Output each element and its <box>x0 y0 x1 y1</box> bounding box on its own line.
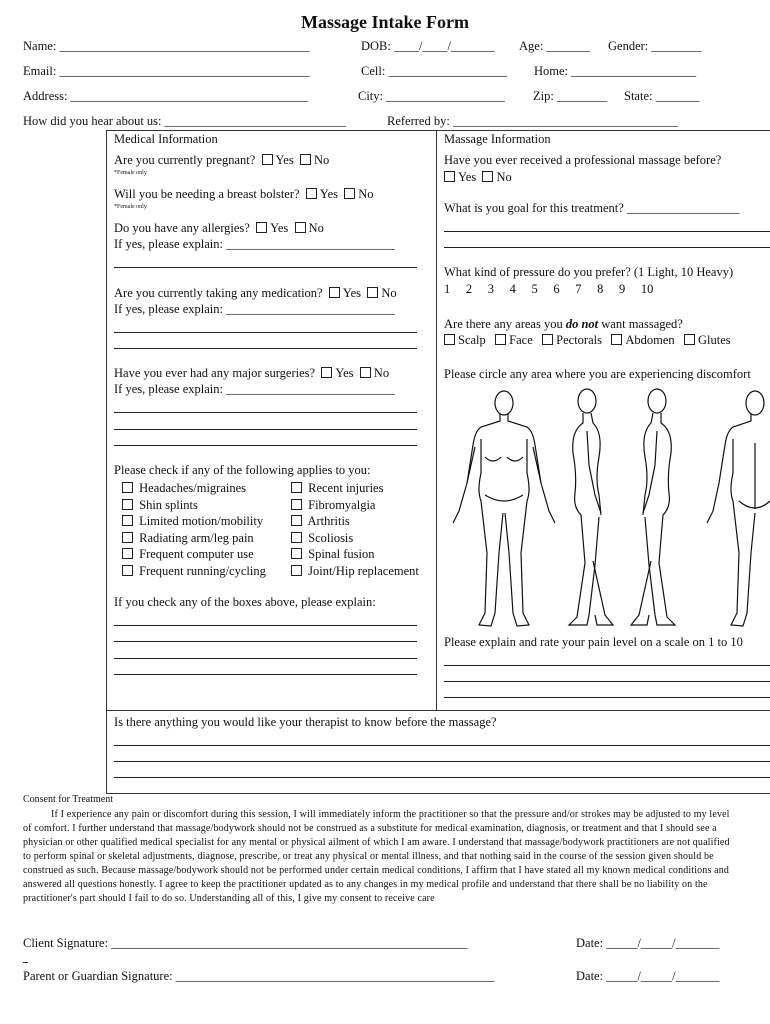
yes-label: Yes <box>458 170 477 184</box>
professional-massage-question: Have you ever received a professional massage before? <box>444 153 722 167</box>
medical-heading: Medical Information <box>114 132 218 146</box>
no-label: No <box>381 286 397 300</box>
condition-item[interactable] <box>291 563 419 580</box>
consent-paragraph: If I experience any pain or discomfort during this session, I will immediately inform the practitioner so that the pressure and/or strokes may be adjusted to my level of comfort. I further understand that massage/bodywork should not be construed as a substitute for medical examination, diagnosis, or treatment and that I should see a physician or other qualified medical specialist for any mental or physical ailment of which I am aware. I understand that massage/bodywork practitioners are not qualified to perform spinal or skeletal adjustments, diagnose, prescribe, or treat any physical or mental illness, and that nothing said in the course of the session given should be construed as such. Because massage/bodywork should not be performed under certain medical conditions, I affirm that I have stated all my known medical conditions and answered all questions honestly. I agree to keep the practitioner updated as to any changes in my medical profile and understand that there shall be no liability on the practitioner's part should I fail to do so. Understanding all of this, I give my consent to receive care <box>23 809 730 904</box>
pain-level-prompt: Please explain and rate your pain level on a scale on 1 to 10 <box>444 635 743 649</box>
female-only-note: *Female only <box>114 204 147 210</box>
no-label: No <box>358 187 374 201</box>
client-date-field[interactable]: Date: _____/_____/_______ <box>576 936 720 950</box>
condition-checkbox[interactable] <box>122 482 133 493</box>
condition-label: Headaches/migraines <box>139 481 247 495</box>
surgeries-yes-checkbox[interactable] <box>321 367 332 378</box>
surgeries-explain-line[interactable] <box>114 412 417 413</box>
pressure-scale <box>444 282 653 297</box>
name-field[interactable]: Name: ________________________________________ <box>23 39 310 53</box>
female-only-note: *Female only <box>114 170 147 176</box>
referred-by-field[interactable]: Referred by: ____________________________________ <box>387 114 678 128</box>
yes-label: Yes <box>335 366 354 380</box>
condition-label: Recent injuries <box>308 481 384 495</box>
condition-label: Radiating arm/leg pain <box>139 530 254 545</box>
condition-item[interactable] <box>122 480 266 497</box>
condition-item[interactable] <box>291 513 419 530</box>
condition-checkbox[interactable] <box>291 532 302 543</box>
area-label: Scalp <box>458 333 486 347</box>
discomfort-prompt: Please circle any area where you are experiencing discomfort <box>444 367 751 381</box>
condition-label: Spinal fusion <box>308 547 375 561</box>
surgeries-question: Have you ever had any major surgeries? <box>114 366 316 380</box>
yes-label: Yes <box>319 187 338 201</box>
condition-checkbox[interactable] <box>291 499 302 510</box>
pectorals-checkbox[interactable] <box>542 334 553 345</box>
age-field[interactable]: Age: _______ <box>519 39 591 53</box>
condition-label: Joint/Hip replacement <box>308 563 419 578</box>
condition-checkbox[interactable] <box>291 515 302 526</box>
condition-item[interactable] <box>122 513 266 530</box>
pain-line[interactable] <box>444 681 770 682</box>
avoid-areas-question <box>444 317 683 332</box>
condition-label: Frequent computer use <box>139 547 254 561</box>
therapist-answer-line[interactable] <box>114 745 770 746</box>
condition-item[interactable] <box>122 546 266 563</box>
boxes-explain-line[interactable] <box>114 625 417 626</box>
client-signature-field[interactable]: Client Signature: _________________________________________________________ <box>23 936 468 950</box>
consent-heading: Consent for Treatment <box>23 794 113 805</box>
body-front-figure[interactable] <box>453 391 555 626</box>
condition-checkbox[interactable] <box>291 482 302 493</box>
condition-item[interactable] <box>291 530 419 547</box>
yes-label: Yes <box>275 153 294 167</box>
allergies-no-checkbox[interactable] <box>295 222 306 233</box>
dob-field[interactable]: DOB: ____/____/_______ <box>361 39 495 53</box>
bolster-yes-checkbox[interactable] <box>306 188 317 199</box>
divider <box>23 962 28 963</box>
pregnant-yes-checkbox[interactable] <box>262 154 273 165</box>
professional-no-checkbox[interactable] <box>482 171 493 182</box>
therapist-answer-line[interactable] <box>114 777 770 778</box>
condition-label: Fibromyalgia <box>308 497 376 512</box>
glutes-checkbox[interactable] <box>684 334 695 345</box>
state-field[interactable]: State: _______ <box>624 89 700 103</box>
body-back-figure[interactable] <box>707 391 770 626</box>
pressure-5[interactable]: 5 <box>531 282 538 296</box>
no-label: No <box>308 221 324 235</box>
condition-item[interactable] <box>122 563 266 580</box>
yes-label: Yes <box>342 286 362 300</box>
condition-label: Limited motion/mobility <box>139 514 264 528</box>
massage-heading: Massage Information <box>444 132 551 146</box>
pressure-4[interactable]: 4 <box>509 282 516 296</box>
pressure-10[interactable]: 10 <box>640 282 654 296</box>
pressure-8[interactable]: 8 <box>597 282 604 296</box>
conditions-heading: Please check if any of the following applies to you: <box>114 463 371 477</box>
address-field[interactable]: Address: ______________________________________ <box>23 89 309 103</box>
area-label: Abdomen <box>625 333 675 347</box>
pain-line[interactable] <box>444 665 770 666</box>
medication-explain-field[interactable]: If yes, please explain: ___________________________ <box>114 302 395 316</box>
condition-item[interactable] <box>122 530 266 547</box>
pressure-question: What kind of pressure do you prefer? (1 Light, 10 Heavy) <box>444 265 734 279</box>
therapist-question: Is there anything you would like your therapist to know before the massage? <box>114 715 497 729</box>
pressure-7[interactable]: 7 <box>575 282 582 296</box>
allergies-explain-line[interactable] <box>114 267 417 268</box>
medication-yes-checkbox[interactable] <box>329 287 340 298</box>
no-label: No <box>496 170 512 184</box>
goal-line[interactable] <box>444 231 770 232</box>
condition-label: Shin splints <box>139 497 198 512</box>
surgeries-no-checkbox[interactable] <box>360 367 371 378</box>
condition-label: Frequent running/cycling <box>139 563 266 578</box>
avoid-areas-text: Are there any areas you <box>444 317 566 331</box>
therapist-answer-line[interactable] <box>114 761 770 762</box>
bolster-question: Will you be needing a breast bolster? <box>114 187 300 201</box>
condition-checkbox[interactable] <box>122 515 133 526</box>
avoid-areas-emphasis: do not <box>565 317 599 331</box>
avoid-areas-options <box>444 333 731 348</box>
condition-item[interactable] <box>291 497 419 514</box>
pregnant-question: Are you currently pregnant? <box>114 153 256 167</box>
medication-question: Are you currently taking any medication? <box>114 286 323 300</box>
boxes-explain-line[interactable] <box>114 674 417 675</box>
city-field[interactable]: City: ___________________ <box>358 89 505 103</box>
pain-line[interactable] <box>444 697 770 698</box>
condition-item[interactable] <box>122 497 266 514</box>
surgeries-explain-field[interactable]: If yes, please explain: ___________________________ <box>114 382 395 396</box>
conditions-right-list <box>291 480 419 579</box>
medication-no-checkbox[interactable] <box>367 287 378 298</box>
pressure-1[interactable]: 1 <box>444 282 451 296</box>
gender-field[interactable]: Gender: ________ <box>608 39 702 53</box>
professional-yes-checkbox[interactable] <box>444 171 455 182</box>
condition-checkbox[interactable] <box>122 499 133 510</box>
cell-field[interactable]: Cell: ___________________ <box>361 64 508 78</box>
surgeries-explain-line[interactable] <box>114 445 417 446</box>
hear-about-field[interactable]: How did you hear about us: _____________________________ <box>23 114 346 128</box>
boxes-explain-line[interactable] <box>114 641 417 642</box>
no-label: No <box>313 153 330 167</box>
face-checkbox[interactable] <box>495 334 506 345</box>
boxes-explain-prompt: If you check any of the boxes above, please explain: <box>114 595 376 609</box>
surgeries-explain-line[interactable] <box>114 429 417 430</box>
allergies-question: Do you have any allergies? <box>114 221 250 235</box>
bolster-no-checkbox[interactable] <box>344 188 355 199</box>
guardian-date-field[interactable]: Date: _____/_____/_______ <box>576 969 720 983</box>
pregnant-no-checkbox[interactable] <box>300 154 311 165</box>
body-diagram[interactable] <box>437 383 770 631</box>
boxes-explain-line[interactable] <box>114 658 417 659</box>
home-phone-field[interactable]: Home: ____________________ <box>534 64 697 78</box>
condition-checkbox[interactable] <box>122 532 133 543</box>
condition-item[interactable] <box>291 480 419 497</box>
pressure-6[interactable]: 6 <box>553 282 560 296</box>
scalp-checkbox[interactable] <box>444 334 455 345</box>
abdomen-checkbox[interactable] <box>611 334 622 345</box>
condition-checkbox[interactable] <box>291 548 302 559</box>
treatment-goal-field[interactable]: What is you goal for this treatment? __________________ <box>444 201 740 215</box>
area-label: Glutes <box>698 333 731 347</box>
pressure-9[interactable]: 9 <box>619 282 626 296</box>
body-side-figure-left[interactable] <box>631 389 675 625</box>
avoid-areas-text: want massaged? <box>598 317 683 331</box>
allergies-yes-checkbox[interactable] <box>256 222 267 233</box>
no-label: No <box>373 366 390 380</box>
page-title: Massage Intake Form <box>301 12 469 32</box>
condition-checkbox[interactable] <box>122 548 133 559</box>
condition-item[interactable] <box>291 546 419 563</box>
allergies-explain-field[interactable]: If yes, please explain: ___________________________ <box>114 237 395 251</box>
medication-explain-line[interactable] <box>114 348 417 349</box>
pressure-2[interactable]: 2 <box>465 282 473 296</box>
guardian-signature-field[interactable]: Parent or Guardian Signature: ___________________________________________________ <box>23 969 495 983</box>
pressure-3[interactable]: 3 <box>487 282 494 296</box>
area-label: Face <box>509 333 533 347</box>
area-label: Pectorals <box>556 333 602 347</box>
body-side-figure-right[interactable] <box>569 389 613 625</box>
goal-line[interactable] <box>444 247 770 248</box>
condition-checkbox[interactable] <box>122 565 133 576</box>
yes-label: Yes <box>270 221 289 235</box>
condition-checkbox[interactable] <box>291 565 302 576</box>
email-field[interactable]: Email: ________________________________________ <box>23 64 310 78</box>
conditions-left-list <box>122 480 266 579</box>
medication-explain-line[interactable] <box>114 332 417 333</box>
row-divider <box>106 710 770 711</box>
zip-field[interactable]: Zip: ________ <box>533 89 607 103</box>
condition-label: Scoliosis <box>308 530 354 545</box>
condition-label: Arthritis <box>307 514 350 528</box>
consent-text <box>23 808 735 906</box>
